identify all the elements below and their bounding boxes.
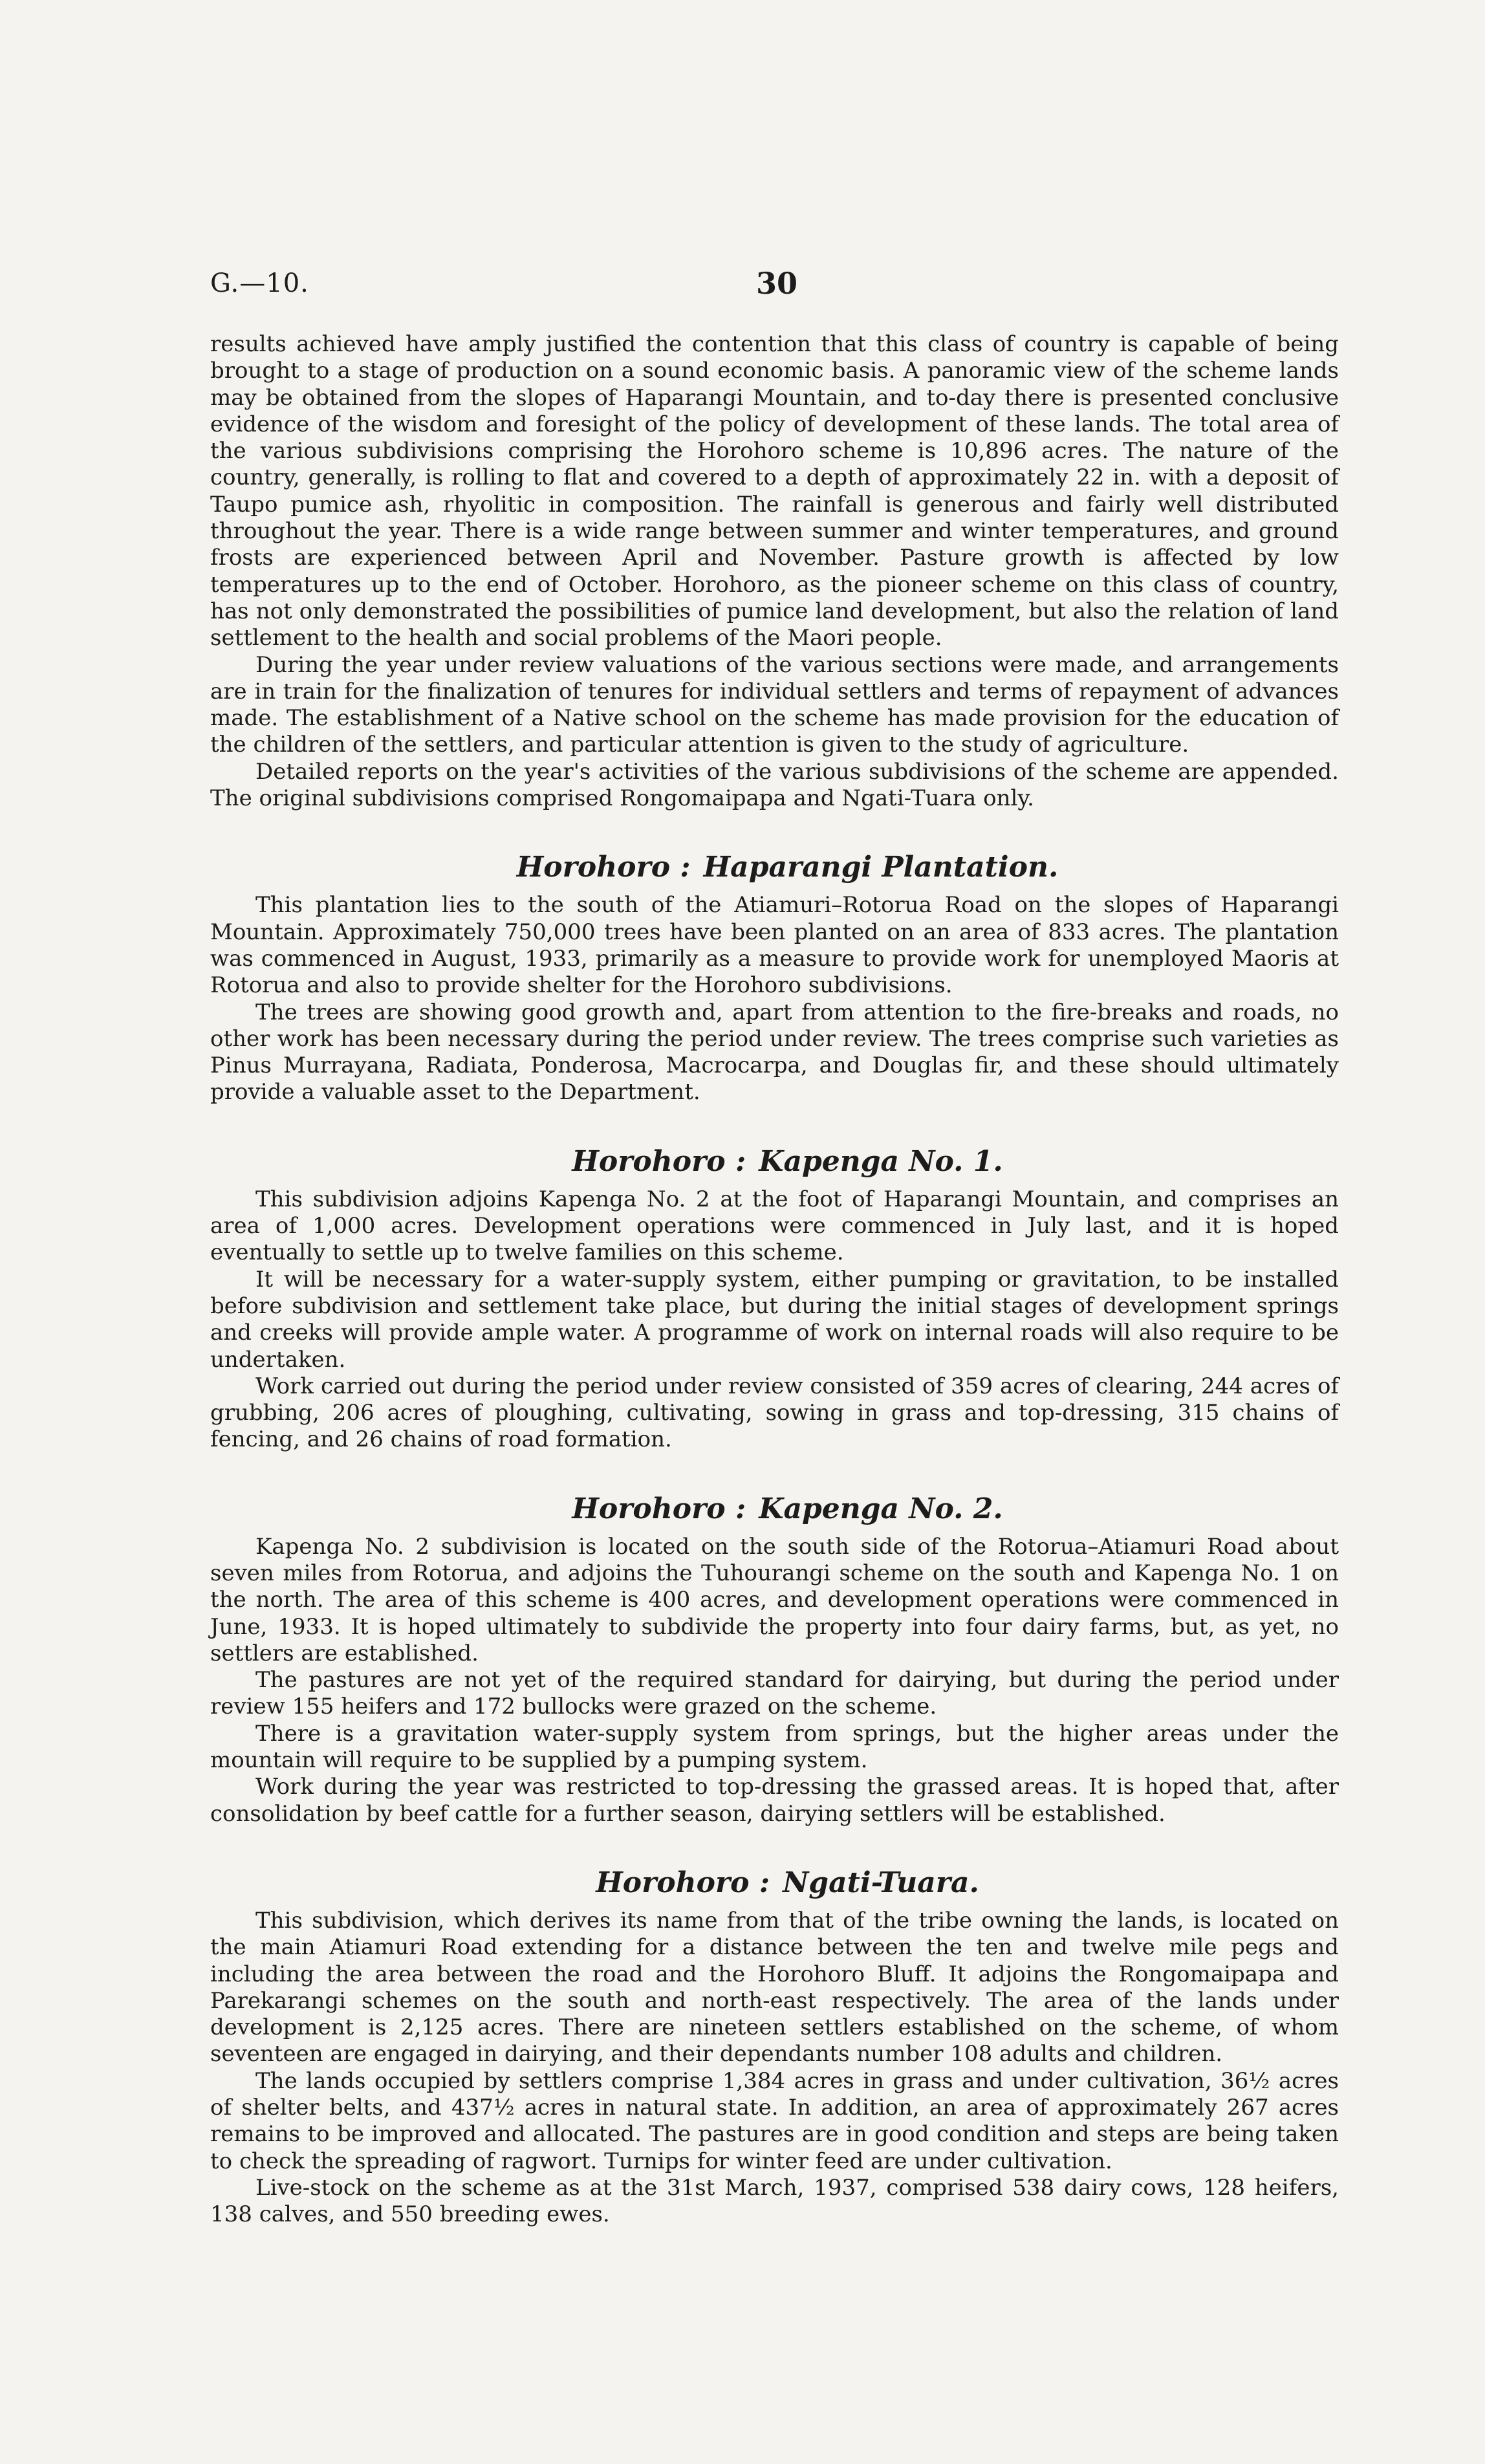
section-heading: Horohoro : Haparangi Plantation. [516,851,1059,884]
section-heading: Horohoro : Kapenga No. 2. [572,1492,1003,1525]
page-number: 30 [756,266,798,301]
paragraph: Detailed reports on the year's activities of the various subdivisions of the scheme are appended. The original subdivisions comprised Rongomaipapa and Ngati-Tuara only. [210,758,1339,812]
paragraph: There is a gravitation water-supply system from springs, but the higher areas under the mountain will require to be supplied by a pumping system. [210,1720,1339,1774]
paragraph: Work during the year was restricted to top-dressing the grassed areas. It is hoped that, after consolidation by beef cattle for a further season, dairying settlers will be established. [210,1774,1339,1827]
series-code: G.—10. [210,268,309,298]
section-kapenga-no-2 [210,1492,1339,1827]
section-ngati-tuara [210,1866,1339,2229]
paragraph: This plantation lies to the south of the Atiamuri–Rotorua Road on the slopes of Haparangi Mountain. Approximately 750,000 trees have been planted on an area of 833 acres. The plantation was commenced in August, 1933, primarily as a measure to provide work for unemployed Maoris at Rotorua and also to provide shelter for the Horohoro subdivisions. [210,892,1339,999]
paragraph: The pastures are not yet of the required standard for dairying, but during the period under review 155 heifers and 172 bullocks were grazed on the scheme. [210,1667,1339,1720]
paragraph: This subdivision, which derives its name from that of the tribe owning the lands, is located on the main Atiamuri Road extending for a distance between the ten and twelve mile pegs and including the area between the road and the Horohoro Bluff. It adjoins the Rongomaipapa and Parekarangi schemes on the south and north-east respectively. The area of the lands under development is 2,125 acres. There are nineteen settlers established on the scheme, of whom seventeen are engaged in dairying, and their dependants number 108 adults and children. [210,1907,1339,2067]
section-kapenga-no-1 [210,1145,1339,1454]
paragraph: This subdivision adjoins Kapenga No. 2 at the foot of Haparangi Mountain, and comprises an area of 1,000 acres. Development operations were commenced in July last, and it is hoped eventually to settle up to twelve families on this scheme. [210,1186,1339,1266]
paragraph: It will be necessary for a water-supply system, either pumping or gravitation, to be installed before subdivision and settlement take place, but during the initial stages of development springs and creeks will provide ample water. A programme of work on internal roads will also require to be undertaken. [210,1266,1339,1373]
intro-section [210,331,1339,812]
paragraph: During the year under review valuations of the various sections were made, and arrangements are in train for the finalization of tenures for individual settlers and terms of repayment of advances made. The establishment of a Native school on the scheme has made provision for the education of the children of the settlers, and particular attention is given to the study of agriculture. [210,651,1339,758]
page-header [210,268,1485,307]
paragraph: results achieved have amply justified the contention that this class of country is capable of being brought to a stage of production on a sound economic basis. A panoramic view of the scheme lands may be obtained from the slopes of Haparangi Mountain, and to-day there is presented conclusive evidence of the wisdom and foresight of the policy of development of these lands. The total area of the various subdivisions comprising the Horohoro scheme is 10,896 acres. The nature of the country, generally, is rolling to flat and covered to a depth of approximately 22 in. with a deposit of Taupo pumice ash, rhyolitic in composition. The rainfall is generous and fairly well distributed throughout the year. There is a wide range between summer and winter temperatures, and ground frosts are experienced between April and November. Pasture growth is affected by low temperatures up to the end of October. Horohoro, as the pioneer scheme on this class of country, has not only demonstrated the possibilities of pumice land development, but also the relation of land settlement to the health and social problems of the Maori people. [210,331,1339,651]
paragraph: Live-stock on the scheme as at the 31st March, 1937, comprised 538 dairy cows, 128 heifers, 138 calves, and 550 breeding ewes. [210,2174,1339,2228]
paragraph: The lands occupied by settlers comprise 1,384 acres in grass and under cultivation, 36½ acres of shelter belts, and 437½ acres in natural state. In addition, an area of approximately 267 acres remains to be improved and allocated. The pastures are in good condition and steps are being taken to check the spreading of ragwort. Turnips for winter feed are under cultivation. [210,2067,1339,2174]
paragraph: Kapenga No. 2 subdivision is located on the south side of the Rotorua–Atiamuri Road about seven miles from Rotorua, and adjoins the Tuhourangi scheme on the south and Kapenga No. 1 on the north. The area of this scheme is 400 acres, and development operations were commenced in June, 1933. It is hoped ultimately to subdivide the property into four dairy farms, but, as yet, no settlers are established. [210,1533,1339,1666]
paragraph: The trees are showing good growth and, apart from attention to the fire-breaks and roads, no other work has been necessary during the period under review. The trees comprise such varieties as Pinus Murrayana, Radiata, Ponderosa, Macrocarpa, and Douglas fir, and these should ultimately provide a valuable asset to the Department. [210,999,1339,1106]
section-haparangi-plantation [210,851,1339,1106]
section-heading: Horohoro : Kapenga No. 1. [572,1144,1003,1178]
paragraph: Work carried out during the period under review consisted of 359 acres of clearing, 244 acres of grubbing, 206 acres of ploughing, cultivating, sowing in grass and top-dressing, 315 chains of fencing, and 26 chains of road formation. [210,1373,1339,1453]
page-body [210,331,1339,2229]
section-heading: Horohoro : Ngati-Tuara. [596,1866,979,1899]
